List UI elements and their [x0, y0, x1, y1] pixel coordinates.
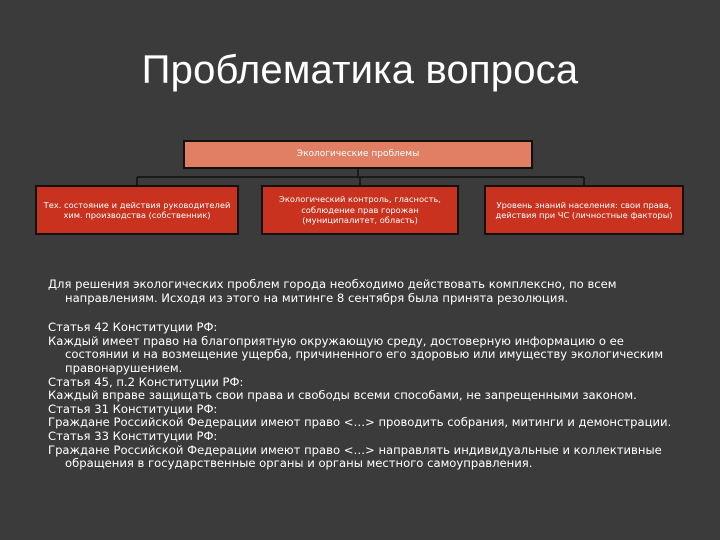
intro-paragraph: Для решения экологических проблем города необходимо действовать комплексно, по всем направлениям. Исходя из этого на митинге 8 сентября была принята резолюция. — [48, 277, 617, 305]
slide-body — [48, 278, 688, 471]
diagram-root-node — [183, 140, 533, 169]
diagram-node-label: Тех. состояние и действия руководителей хим. производства (собственник) — [43, 199, 231, 220]
diagram-node-control — [261, 185, 459, 235]
slide-title: Проблематика вопроса — [141, 48, 579, 92]
diagram-node-label: Экологический контроль, гласность, соблюдение прав горожан (муниципалитет, область) — [279, 194, 441, 226]
diagram-node-knowledge — [484, 185, 684, 235]
diagram-root-label: Экологические проблемы — [296, 149, 420, 159]
article-text: Граждане Российской Федерации имеют право <…> проводить собрания, митинги и демонстрации. — [48, 415, 672, 430]
article-text: Каждый вправе защищать свои права и свободы всеми способами, не запрещенными законом. — [48, 388, 637, 403]
article-heading: Статья 31 Конституции РФ: — [48, 401, 218, 416]
diagram-node-label: Уровень знаний населения: свои права, действия при ЧС (личностные факторы) — [495, 199, 673, 220]
article-heading: Статья 33 Конституции РФ: — [48, 428, 218, 443]
article-heading: Статья 45, п.2 Конституции РФ: — [48, 374, 244, 389]
diagram-node-owner — [35, 185, 239, 235]
article-text: Каждый имеет право на благоприятную окружающую среду, достоверную информацию о ее состоянии и на возмещение ущерба, причиненного его здоровью или имуществу экологическим правонарушением. — [48, 333, 664, 375]
article-text: Граждане Российской Федерации имеют право <…> направлять индивидуальные и коллективные обращения в государственные органы и органы местного самоуправления. — [48, 442, 662, 471]
article-heading: Статья 42 Конституции РФ: — [48, 320, 218, 335]
